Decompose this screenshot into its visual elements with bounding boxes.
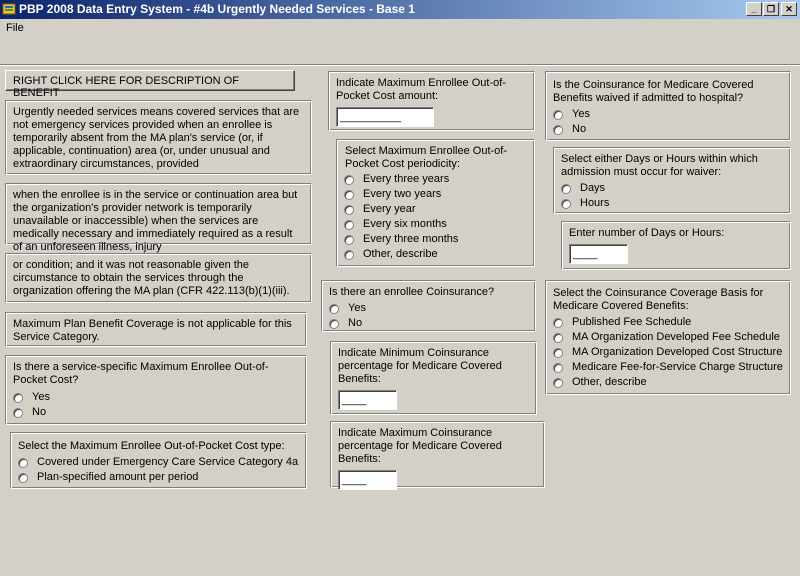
periodicity-three-months-radio[interactable]: Every three months (344, 232, 527, 247)
oop-type-label: Select the Maximum Enrollee Out-of-Pocket Cost type: (18, 440, 285, 452)
radio-circle (553, 378, 563, 388)
window-title: PBP 2008 Data Entry System - #4b Urgently Needed Services - Base 1 (19, 2, 415, 16)
oop-type-emergency-radio[interactable]: Covered under Emergency Care Service Category 4a (18, 455, 299, 470)
menu-separator (0, 64, 800, 66)
minimize-button[interactable]: _ (746, 2, 762, 16)
radio-circle (553, 363, 563, 373)
radio-circle (18, 458, 28, 468)
max-amount-group (328, 71, 535, 131)
oop-type-group (10, 432, 307, 489)
app-icon (2, 2, 16, 16)
description-text-2: when the enrollee is in the service or continuation area but the organization's provider network is temporarily unavailable or inaccessible) when the services are medically necessary and immediately required as a result of an unforeseen illness, injury (13, 189, 298, 253)
radio-circle (553, 333, 563, 343)
description-box-1 (5, 100, 312, 175)
radio-circle (561, 184, 571, 194)
oop-yes-radio[interactable]: Yes (13, 390, 299, 405)
description-text-1: Urgently needed services means covered services that are not emergency services provided when an enrollee is temporarily absent from the MA plan's service (or, if applicable, continuation) area (or, under unusual and extraordinary circumstances, provided (13, 106, 300, 170)
max-amount-input[interactable]: __________ (336, 107, 434, 127)
max-benefit-text: Maximum Plan Benefit Coverage is not applicable for this Service Category. (13, 318, 292, 343)
radio-circle (329, 319, 339, 329)
radio-circle (13, 408, 23, 418)
menu-file[interactable]: File (6, 22, 24, 34)
description-text-3: or condition; and it was not reasonable given the circumstance to obtain the services through the organization offering the MA plan (CFR 422.113(b)(1)(iii). (13, 259, 290, 297)
radio-circle (561, 199, 571, 209)
coverage-basis-label: Select the Coinsurance Coverage Basis for Medicare Covered Benefits: (553, 287, 764, 312)
coinsurance-question-label: Is there an enrollee Coinsurance? (329, 286, 495, 298)
benefit-description-button[interactable]: RIGHT CLICK HERE FOR DESCRIPTION OF BENEFIT (5, 70, 295, 91)
days-hours-label: Select either Days or Hours within which admission must occur for waiver: (561, 153, 758, 178)
radio-circle (553, 318, 563, 328)
radio-circle (553, 125, 563, 135)
days-hours-group (553, 147, 791, 214)
periodicity-group (336, 139, 535, 267)
close-button[interactable]: ✕ (781, 2, 797, 16)
coinsurance-no-radio[interactable]: No (329, 316, 528, 331)
max-coinsurance-group (330, 421, 545, 488)
max-benefit-box (5, 312, 307, 347)
radio-circle (553, 348, 563, 358)
basis-medicare-ffs-radio[interactable]: Medicare Fee-for-Service Charge Structure (553, 360, 783, 375)
basis-other-radio[interactable]: Other, describe (553, 375, 783, 390)
radio-circle (553, 110, 563, 120)
radio-circle (344, 190, 354, 200)
days-hours-number-input[interactable]: ____ (569, 244, 628, 264)
max-amount-label: Indicate Maximum Enrollee Out-of-Pocket Cost amount: (336, 77, 506, 102)
radio-circle (344, 205, 354, 215)
radio-circle (344, 220, 354, 230)
days-hours-number-label: Enter number of Days or Hours: (569, 227, 725, 239)
periodicity-six-months-radio[interactable]: Every six months (344, 217, 527, 232)
description-box-3 (5, 253, 312, 303)
periodicity-two-years-radio[interactable]: Every two years (344, 187, 527, 202)
days-radio[interactable]: Days (561, 181, 783, 196)
max-coinsurance-label: Indicate Maximum Coinsurance percentage for Medicare Covered Benefits: (338, 427, 502, 465)
coinsurance-question-group (321, 280, 536, 332)
waived-yes-radio[interactable]: Yes (553, 107, 783, 122)
oop-no-radio[interactable]: No (13, 405, 299, 420)
radio-circle (13, 393, 23, 403)
waived-question-label: Is the Coinsurance for Medicare Covered Benefits waived if admitted to hospital? (553, 79, 754, 104)
days-hours-number-group (561, 221, 791, 270)
waived-question-group (545, 71, 791, 141)
min-coinsurance-group (330, 341, 537, 415)
oop-question-label: Is there a service-specific Maximum Enrollee Out-of-Pocket Cost? (13, 361, 269, 386)
waived-no-radio[interactable]: No (553, 122, 783, 137)
max-coinsurance-input[interactable]: ____ (338, 470, 397, 490)
radio-circle (329, 304, 339, 314)
menu-bar (0, 19, 800, 37)
oop-question-group (5, 355, 307, 425)
basis-ma-cost-structure-radio[interactable]: MA Organization Developed Cost Structure (553, 345, 783, 360)
coinsurance-yes-radio[interactable]: Yes (329, 301, 528, 316)
radio-circle (344, 235, 354, 245)
restore-button[interactable]: ❐ (763, 2, 779, 16)
periodicity-other-radio[interactable]: Other, describe (344, 247, 527, 262)
title-bar (0, 0, 800, 19)
radio-circle (18, 473, 28, 483)
basis-ma-fee-schedule-radio[interactable]: MA Organization Developed Fee Schedule (553, 330, 783, 345)
radio-circle (344, 250, 354, 260)
periodicity-label: Select Maximum Enrollee Out-of-Pocket Cost periodicity: (345, 145, 507, 170)
min-coinsurance-input[interactable]: ____ (338, 390, 397, 410)
description-box-2 (5, 183, 312, 253)
min-coinsurance-label: Indicate Minimum Coinsurance percentage for Medicare Covered Benefits: (338, 347, 502, 385)
periodicity-every-year-radio[interactable]: Every year (344, 202, 527, 217)
oop-type-plan-radio[interactable]: Plan-specified amount per period (18, 470, 299, 485)
radio-circle (344, 175, 354, 185)
hours-radio[interactable]: Hours (561, 196, 783, 211)
basis-published-fee-radio[interactable]: Published Fee Schedule (553, 315, 783, 330)
coverage-basis-group (545, 280, 791, 395)
periodicity-three-years-radio[interactable]: Every three years (344, 172, 527, 187)
